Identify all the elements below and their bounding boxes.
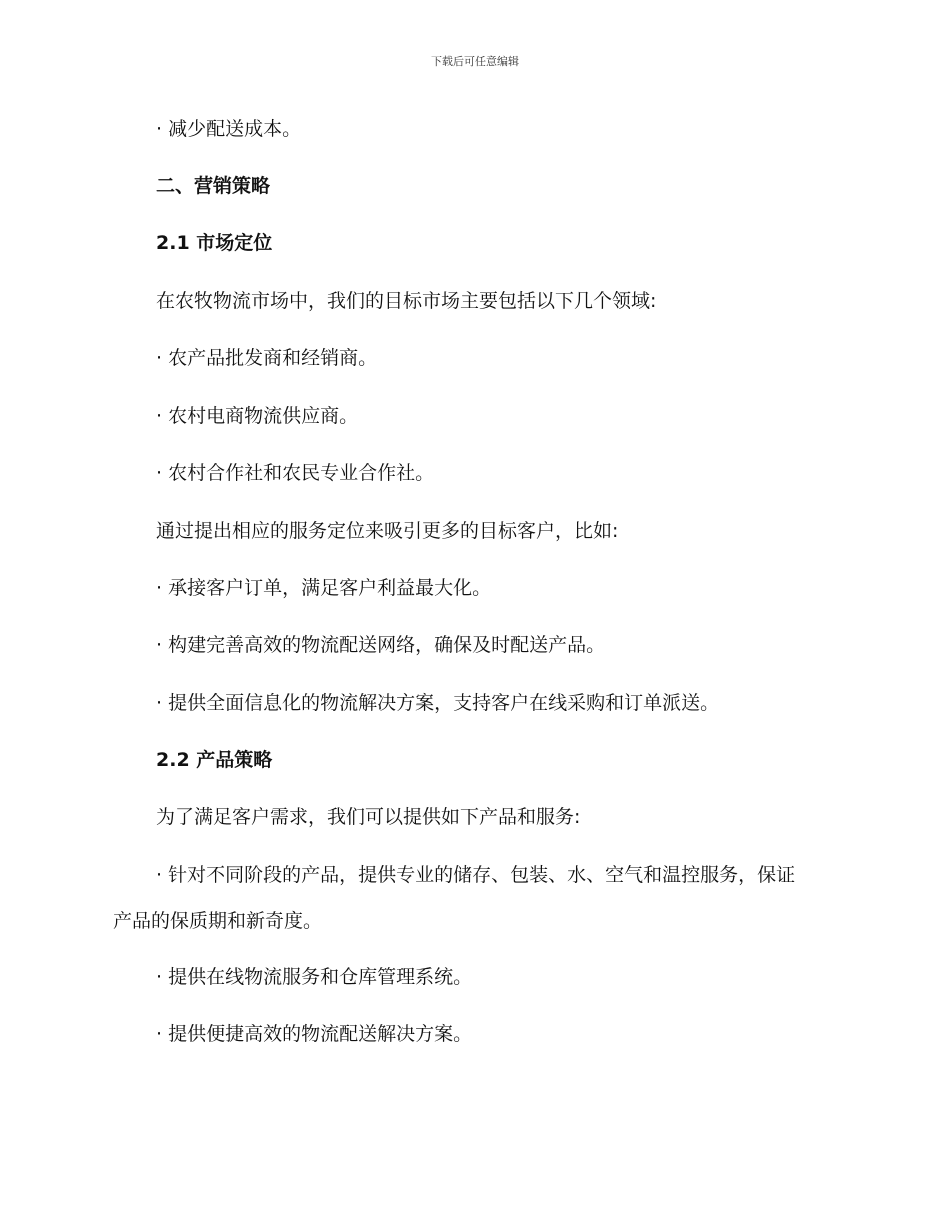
positioning-intro-paragraph: 通过提出相应的服务定位来吸引更多的目标客户，比如: <box>156 520 619 542</box>
list-item-positioning: · 提供全面信息化的物流解决方案，支持客户在线采购和订单派送。 <box>156 692 720 714</box>
list-item-product-long: · 针对不同阶段的产品，提供专业的储存、包装、水、空气和温控服务，保证产品的保质期和新奇度。 <box>113 864 796 932</box>
subsection-2-2-title: 2.2 产品策略 <box>156 749 273 771</box>
list-item-market: · 农产品批发商和经销商。 <box>156 347 378 369</box>
subsection-2-1-title: 2.1 市场定位 <box>156 232 273 254</box>
product-intro-paragraph: 为了满足客户需求，我们可以提供如下产品和服务: <box>156 806 581 828</box>
list-item-product: · 提供便捷高效的物流配送解决方案。 <box>156 1023 473 1045</box>
market-intro-paragraph: 在农牧物流市场中，我们的目标市场主要包括以下几个领域: <box>156 290 657 312</box>
list-item-positioning: · 构建完善高效的物流配送网络，确保及时配送产品。 <box>156 634 606 656</box>
list-item-market: · 农村电商物流供应商。 <box>156 405 359 427</box>
list-item-product: · 提供在线物流服务和仓库管理系统。 <box>156 966 473 988</box>
section-2-title: 二、营销策略 <box>156 175 271 197</box>
list-item-positioning: · 承接客户订单，满足客户利益最大化。 <box>156 577 492 599</box>
page-header-note: 下载后可任意编辑 <box>431 55 519 68</box>
bullet-reduce-cost: · 减少配送成本。 <box>156 118 302 140</box>
list-item-market: · 农村合作社和农民专业合作社。 <box>156 462 435 484</box>
